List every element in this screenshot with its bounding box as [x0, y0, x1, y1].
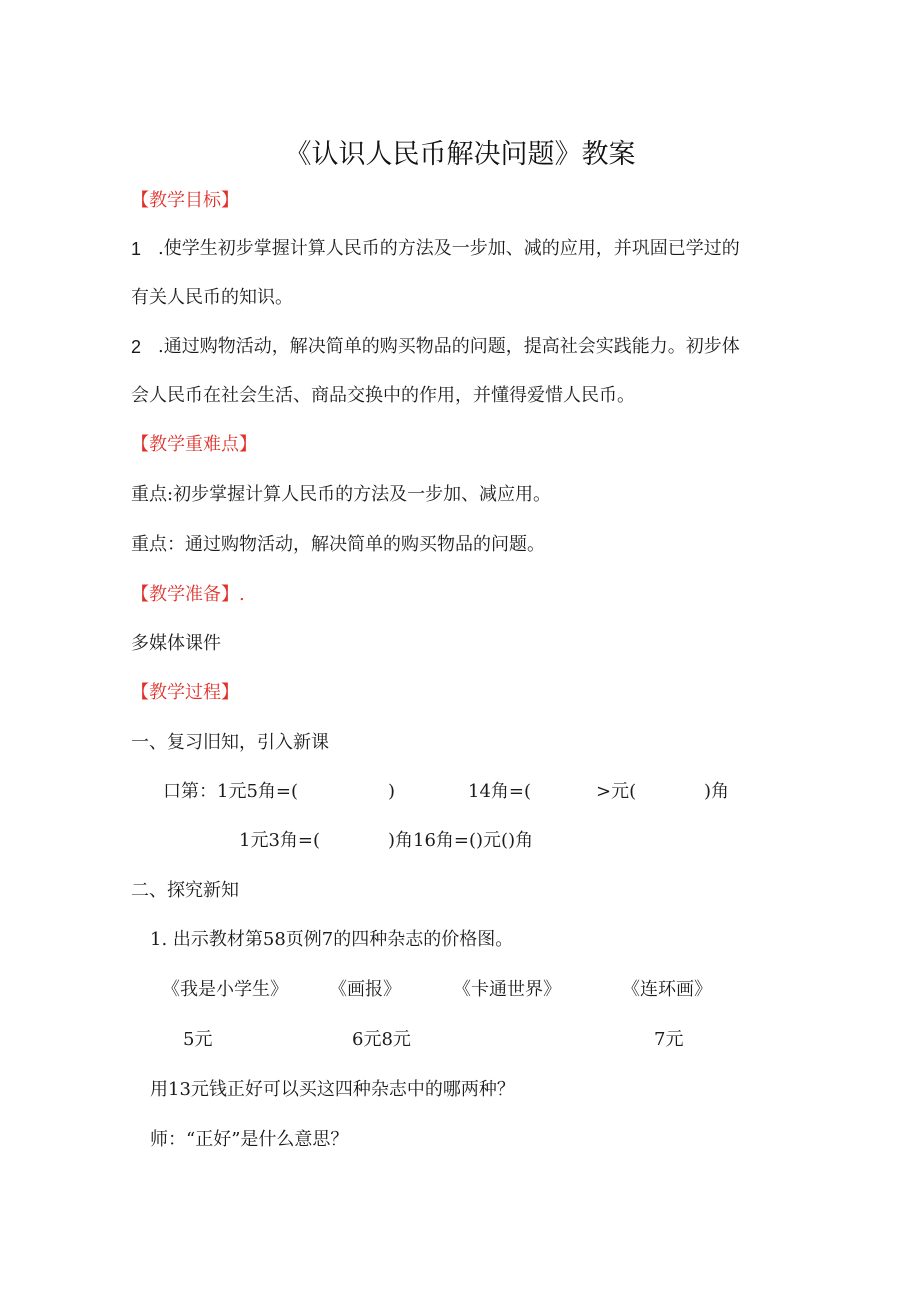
- calc-row1-b: ): [388, 781, 396, 802]
- magazine-title: 《我是小学生》: [162, 979, 288, 1000]
- goal2-line1: .通过购物活动，解决简单的购买物品的问题，提高社会实践能力。初步体: [158, 336, 740, 357]
- key-point-2: 重点：通过购物活动，解决简单的购买物品的问题。: [131, 534, 545, 555]
- preparation-text: 多媒体课件: [131, 633, 221, 654]
- preparation-heading: 【教学准备】.: [131, 584, 245, 605]
- magazine-title: 《卡通世界》: [453, 979, 561, 1000]
- calc-row1-e: )角: [704, 781, 730, 802]
- calc-row1-d: >元(: [596, 781, 637, 802]
- goals-heading: 【教学目标】: [131, 190, 239, 211]
- calc-row1-c: 14角=(: [468, 781, 532, 802]
- goal1-number: 1: [131, 239, 142, 259]
- goal1-line1: .使学生初步掌握计算人民币的方法及一步加、减的应用，并巩固已学过的: [158, 238, 740, 259]
- document-title: 《认识人民币解决问题》教案: [284, 139, 636, 170]
- part2-title: 二、探究新知: [131, 880, 239, 901]
- magazine-price: 6元8元: [352, 1029, 411, 1050]
- magazine-title: 《连环画》: [622, 979, 712, 1000]
- goal2-number: 2: [131, 337, 142, 357]
- goal1-line2: 有关人民币的知识。: [131, 287, 293, 308]
- question-text: 用13元钱正好可以买这四种杂志中的哪两种？: [150, 1079, 515, 1100]
- key-point-1: 重点:初步掌握计算人民币的方法及一步加、减应用。: [131, 484, 552, 505]
- calc-row1-a: 口第：1元5角=(: [163, 781, 299, 802]
- calc-row2-a: 1元3角=(: [239, 830, 321, 851]
- magazine-price: 5元: [183, 1029, 213, 1050]
- calc-row2-b: )角16角=()元()角: [388, 830, 534, 851]
- teacher-question: 师：“正好”是什么意思？: [150, 1129, 349, 1150]
- step1-text: 1. 出示教材第58页例7的四种杂志的价格图。: [150, 929, 514, 950]
- goal2-line2: 会人民币在社会生活、商品交换中的作用，并懂得爱惜人民币。: [131, 385, 635, 406]
- magazine-price: 7元: [654, 1029, 684, 1050]
- process-heading: 【教学过程】: [131, 682, 239, 703]
- key-points-heading: 【教学重难点】: [131, 434, 257, 455]
- magazine-title: 《画报》: [329, 979, 401, 1000]
- part1-title: 一、复习旧知，引入新课: [131, 732, 329, 753]
